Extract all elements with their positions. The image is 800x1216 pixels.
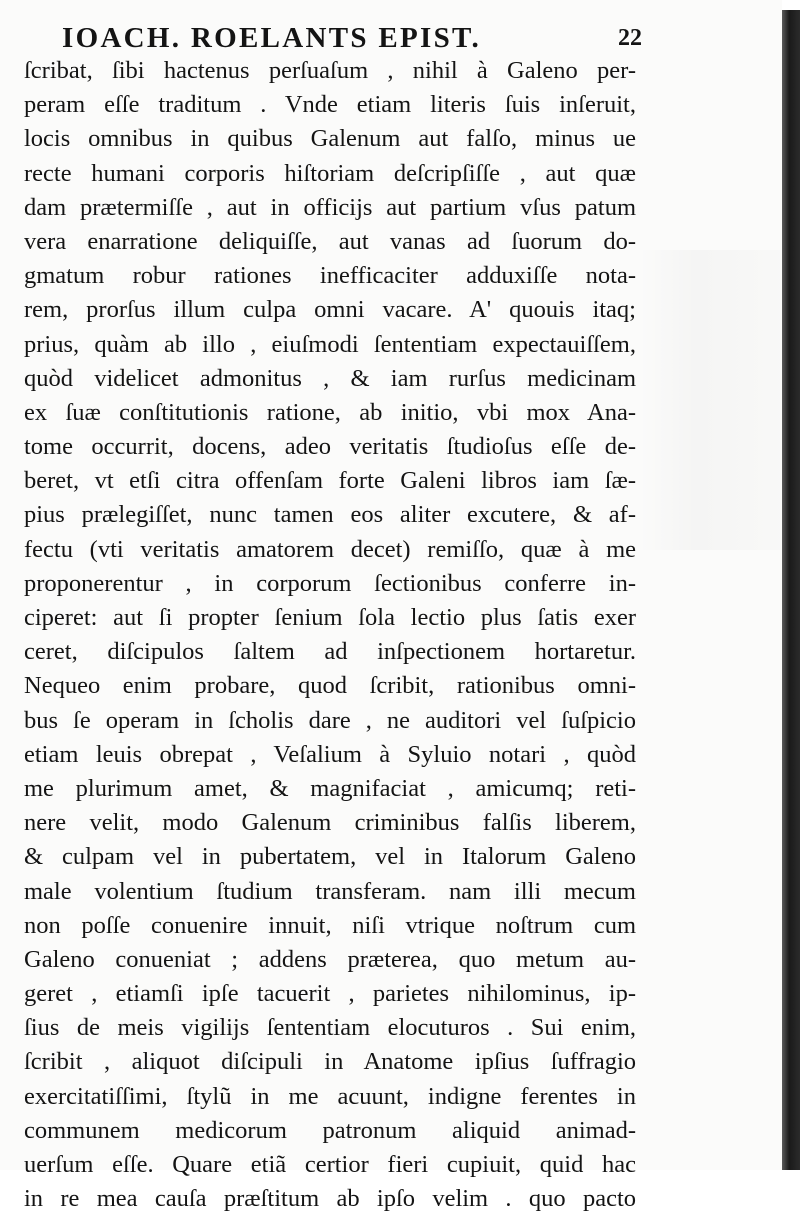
text-line: fectu (vti veritatis amatorem decet) remiſſo, quæ à me — [24, 535, 636, 563]
text-line: vera enarratione deliquiſſe, aut vanas ad ſuorum do- — [24, 227, 636, 255]
text-line: in re mea cauſa præſtitum ab ipſo velim . quo pacto — [24, 1185, 636, 1213]
text-line: geret , etiamſi ipſe tacuerit , parietes nihilominus, ip- — [24, 980, 636, 1008]
text-line: etiam leuis obrepat , Veſalium à Syluio notari , quòd — [24, 740, 636, 768]
show-through-shadow — [640, 250, 780, 550]
text-line: me plurimum amet, & magnifaciat , amicumq; reti- — [24, 774, 636, 802]
text-line: uerſum eſſe. Quare etiã certior fieri cupiuit, quid hac — [24, 1151, 636, 1178]
running-head: IOACH. ROELANTS EPIST. — [62, 22, 482, 54]
text-line: ſius de meis vigilijs ſententiam elocuturos . Sui enim, — [24, 1014, 636, 1042]
text-line: ſcribit , aliquot diſcipuli in Anatome ipſius ſuffragio — [24, 1048, 636, 1076]
text-line: bus ſe operam in ſcholis dare , ne auditori vel ſuſpicio — [24, 706, 636, 734]
text-line: ex ſuæ conſtitutionis ratione, ab initio, vbi mox Ana- — [24, 398, 636, 426]
text-line: proponerentur , in corporum ſectionibus conferre in- — [24, 569, 636, 597]
page-header — [62, 18, 642, 58]
text-line: tome occurrit, docens, adeo veritatis ſtudioſus eſſe de- — [24, 433, 636, 461]
text-line: male volentium ſtudium transferam. nam illi mecum — [24, 877, 636, 905]
text-line: ciperet: aut ſi propter ſenium ſola lectio plus ſatis exer — [24, 604, 636, 631]
text-line: ceret, diſcipulos ſaltem ad inſpectionem hortaretur. — [24, 638, 636, 666]
text-line: pius prælegiſſet, nunc tamen eos aliter excutere, & af- — [24, 501, 636, 529]
text-line: & culpam vel in pubertatem, vel in Italorum Galeno — [24, 843, 636, 871]
text-line: quòd videlicet admonitus , & iam rurſus medicinam — [24, 364, 636, 392]
text-line: dam prætermiſſe , aut in officijs aut partium vſus patum — [24, 193, 636, 221]
text-line: rem, prorſus illum culpa omni vacare. A' quouis itaq; — [24, 296, 636, 324]
text-line: nere velit, modo Galenum criminibus falſis liberem, — [24, 809, 636, 837]
text-line: non poſſe conuenire innuit, niſi vtrique noſtrum cum — [24, 911, 636, 939]
text-line: Nequeo enim probare, quod ſcribit, rationibus omni- — [24, 672, 636, 700]
text-line: recte humani corporis hiſtoriam deſcripſiſſe , aut quæ — [24, 159, 636, 187]
text-line: prius, quàm ab illo , eiuſmodi ſententiam expectauiſſem, — [24, 330, 636, 358]
text-line: ſcribat, ſibi hactenus perſuaſum , nihil à Galeno per- — [24, 57, 636, 84]
body-text — [24, 54, 636, 1216]
text-line: peram eſſe traditum . Vnde etiam literis ſuis inſeruit, — [24, 91, 636, 119]
text-line: beret, vt etſi citra offenſam forte Galeni libros iam ſæ- — [24, 467, 636, 495]
text-line: communem medicorum patronum aliquid animad- — [24, 1116, 636, 1144]
text-line: exercitatiſſimi, ſtylũ in me acuunt, indigne ferentes in — [24, 1082, 636, 1110]
text-line: Galeno conueniat ; addens præterea, quo metum au- — [24, 945, 636, 973]
page-number: 22 — [618, 25, 642, 51]
text-line: locis omnibus in quibus Galenum aut falſo, minus ue — [24, 125, 636, 153]
book-spine-edge — [782, 10, 800, 1170]
text-line: gmatum robur rationes inefficaciter adduxiſſe nota- — [24, 262, 636, 290]
